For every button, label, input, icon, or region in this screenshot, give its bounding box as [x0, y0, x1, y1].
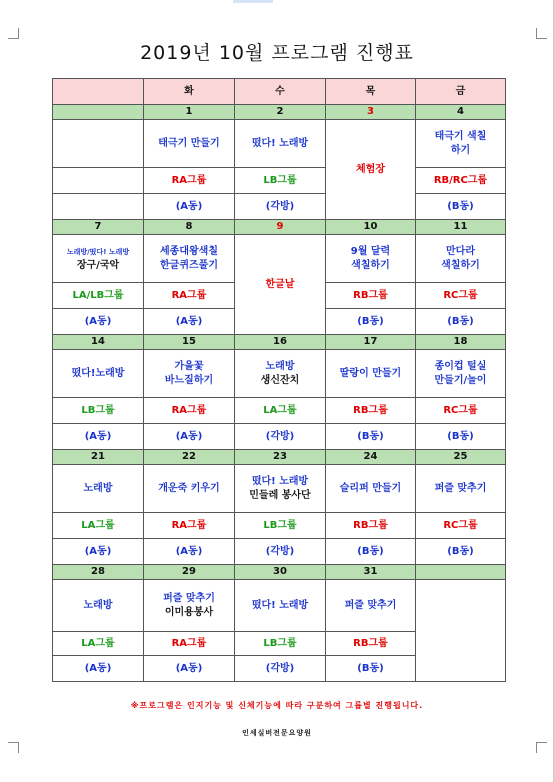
activity-cell	[235, 580, 326, 632]
activity-text: 9월 달력	[350, 245, 391, 257]
group-cell: RB그룹	[326, 283, 416, 309]
activity-cell	[53, 465, 144, 513]
group-cell: RA그룹	[144, 398, 235, 424]
date-cell: 11	[416, 220, 506, 235]
activity-cell	[144, 465, 235, 513]
activity-cell	[235, 465, 326, 513]
page-title: 2019년 10월 프로그램 진행표	[140, 42, 414, 64]
date-cell: 8	[144, 220, 235, 235]
group-row	[53, 398, 506, 424]
group-cell: LA/LB그룹	[53, 283, 144, 309]
activity-cell	[326, 235, 416, 283]
header-thu: 목	[326, 79, 416, 105]
group-cell: RA그룹	[144, 513, 235, 539]
group-row	[53, 513, 506, 539]
building-cell: (B동)	[326, 539, 416, 565]
activity-text: 슬리퍼 만들기	[339, 482, 402, 494]
building-cell: (A동)	[53, 656, 144, 682]
activity-text: 떴다! 노래방	[251, 475, 309, 487]
activity-cell	[416, 235, 506, 283]
group-cell: LA그룹	[53, 513, 144, 539]
building-cell: (B동)	[326, 656, 416, 682]
activity-text: 태극기 색칠하기	[434, 130, 487, 156]
activity-cell	[53, 580, 144, 632]
activity-cell	[53, 350, 144, 398]
activity-text: 세종대왕색칠	[160, 245, 218, 257]
activity-text: 노래방	[83, 482, 113, 494]
activity-row	[53, 580, 506, 632]
date-row	[53, 565, 506, 580]
crop-mark-bottom-left	[8, 742, 19, 753]
empty-cell	[416, 580, 506, 682]
date-cell: 28	[53, 565, 144, 580]
header-tue: 화	[144, 79, 235, 105]
activity-text: 장구/국악	[76, 259, 120, 271]
date-cell: 9	[235, 220, 326, 235]
group-cell: RA그룹	[144, 632, 235, 656]
activity-cell	[144, 350, 235, 398]
activity-cell	[235, 350, 326, 398]
date-cell: 21	[53, 450, 144, 465]
top-ruler-mark	[233, 0, 273, 3]
group-cell: RC그룹	[416, 513, 506, 539]
group-cell: LB그룹	[235, 632, 326, 656]
group-cell: LB그룹	[235, 168, 326, 194]
building-cell: (각방)	[235, 656, 326, 682]
date-row	[53, 450, 506, 465]
date-cell: 18	[416, 335, 506, 350]
building-cell: (B동)	[326, 424, 416, 450]
activity-text: 떴다!노래방	[71, 367, 125, 379]
activity-text: 종이컵 털실	[434, 360, 487, 372]
group-cell: LB그룹	[235, 513, 326, 539]
program-note: ※프로그램은 인지기능 및 신체기능에 따라 구분하여 그룹별 진행됩니다.	[130, 701, 424, 710]
group-cell: RB그룹	[326, 632, 416, 656]
group-cell: LA그룹	[235, 398, 326, 424]
activity-text: 만다라	[446, 245, 475, 257]
date-row	[53, 220, 506, 235]
activity-text: 가을꽃	[174, 360, 204, 372]
schedule-table	[52, 78, 506, 682]
date-cell: 15	[144, 335, 235, 350]
date-cell	[416, 565, 506, 580]
activity-text: 색칠하기	[351, 259, 390, 271]
activity-text: 색칠하기	[441, 259, 480, 271]
activity-cell	[416, 350, 506, 398]
activity-cell	[53, 120, 144, 168]
crop-mark-bottom-right	[536, 742, 547, 753]
date-cell: 22	[144, 450, 235, 465]
group-cell: RC그룹	[416, 398, 506, 424]
header-blank	[53, 79, 144, 105]
date-cell: 7	[53, 220, 144, 235]
date-cell: 10	[326, 220, 416, 235]
group-cell: RB그룹	[326, 513, 416, 539]
activity-text: 만들기/놀이	[434, 374, 487, 386]
activity-text: 노래방	[83, 599, 113, 611]
group-cell	[53, 168, 144, 194]
group-row	[53, 168, 506, 194]
activity-cell: 떴다! 노래방	[235, 120, 326, 168]
activity-text: 한글퀴즈풀기	[160, 259, 218, 271]
building-row	[53, 194, 506, 220]
building-cell: (B동)	[416, 539, 506, 565]
group-cell: RA그룹	[144, 168, 235, 194]
activity-text: 떴다! 노래방	[251, 599, 309, 611]
building-cell: (A동)	[144, 424, 235, 450]
holiday-cell: 한글날	[235, 235, 326, 335]
header-fri: 금	[416, 79, 506, 105]
activity-row	[53, 465, 506, 513]
building-cell: (A동)	[53, 424, 144, 450]
building-cell: (B동)	[326, 309, 416, 335]
activity-text: 바느질하기	[164, 374, 214, 386]
activity-row	[53, 235, 506, 283]
activity-cell	[416, 120, 506, 168]
date-row	[53, 335, 506, 350]
date-cell: 17	[326, 335, 416, 350]
building-cell: (각방)	[235, 539, 326, 565]
activity-cell	[416, 465, 506, 513]
building-row	[53, 424, 506, 450]
building-cell: (B동)	[416, 309, 506, 335]
date-cell: 23	[235, 450, 326, 465]
date-cell: 14	[53, 335, 144, 350]
activity-cell	[326, 580, 416, 632]
activity-text: 노래방	[265, 360, 295, 372]
date-cell: 16	[235, 335, 326, 350]
activity-text: 퍼즐 맞추기	[344, 599, 397, 611]
activity-text: 퍼즐 맞추기	[434, 482, 487, 494]
facility-name: 인세실버전문요양원	[242, 729, 312, 737]
weekday-header-row	[53, 79, 506, 105]
date-cell: 31	[326, 565, 416, 580]
group-cell: RB/RC그룹	[416, 168, 506, 194]
date-cell: 25	[416, 450, 506, 465]
activity-cell	[326, 350, 416, 398]
activity-text: 민들레 봉사단	[249, 489, 311, 501]
building-cell: (B동)	[416, 194, 506, 220]
special-event-cell: 체험장	[326, 120, 416, 220]
building-row	[53, 539, 506, 565]
activity-text: 퍼즐 맞추기	[163, 592, 215, 604]
activity-row	[53, 120, 506, 168]
building-cell: (각방)	[235, 194, 326, 220]
building-cell: (A동)	[144, 309, 235, 335]
group-cell: LB그룹	[53, 398, 144, 424]
activity-cell	[144, 235, 235, 283]
building-cell: (A동)	[144, 656, 235, 682]
activity-row	[53, 350, 506, 398]
date-row	[53, 105, 506, 120]
date-cell: 3	[326, 105, 416, 120]
date-cell	[53, 105, 144, 120]
building-cell: (A동)	[144, 539, 235, 565]
activity-cell	[144, 580, 235, 632]
building-cell: (A동)	[53, 539, 144, 565]
date-cell: 29	[144, 565, 235, 580]
building-cell: (A동)	[53, 309, 144, 335]
group-cell: RC그룹	[416, 283, 506, 309]
activity-text: 생신잔치	[260, 374, 300, 386]
date-cell: 2	[235, 105, 326, 120]
group-cell: RA그룹	[144, 283, 235, 309]
activity-text: 딸랑이 만들기	[339, 367, 402, 379]
date-cell: 30	[235, 565, 326, 580]
activity-text: 개운죽 키우기	[158, 482, 220, 494]
date-cell: 4	[416, 105, 506, 120]
activity-text: 이미용봉사	[164, 606, 214, 618]
activity-cell: 태극기 만들기	[144, 120, 235, 168]
header-wed: 수	[235, 79, 326, 105]
building-cell: (각방)	[235, 424, 326, 450]
date-cell: 24	[326, 450, 416, 465]
activity-cell	[326, 465, 416, 513]
date-cell: 1	[144, 105, 235, 120]
activity-cell	[53, 235, 144, 283]
activity-text: 노래방/떴다! 노래방	[66, 247, 130, 256]
group-cell: LA그룹	[53, 632, 144, 656]
building-cell: (B동)	[416, 424, 506, 450]
building-cell: (A동)	[144, 194, 235, 220]
group-cell: RB그룹	[326, 398, 416, 424]
building-cell	[53, 194, 144, 220]
